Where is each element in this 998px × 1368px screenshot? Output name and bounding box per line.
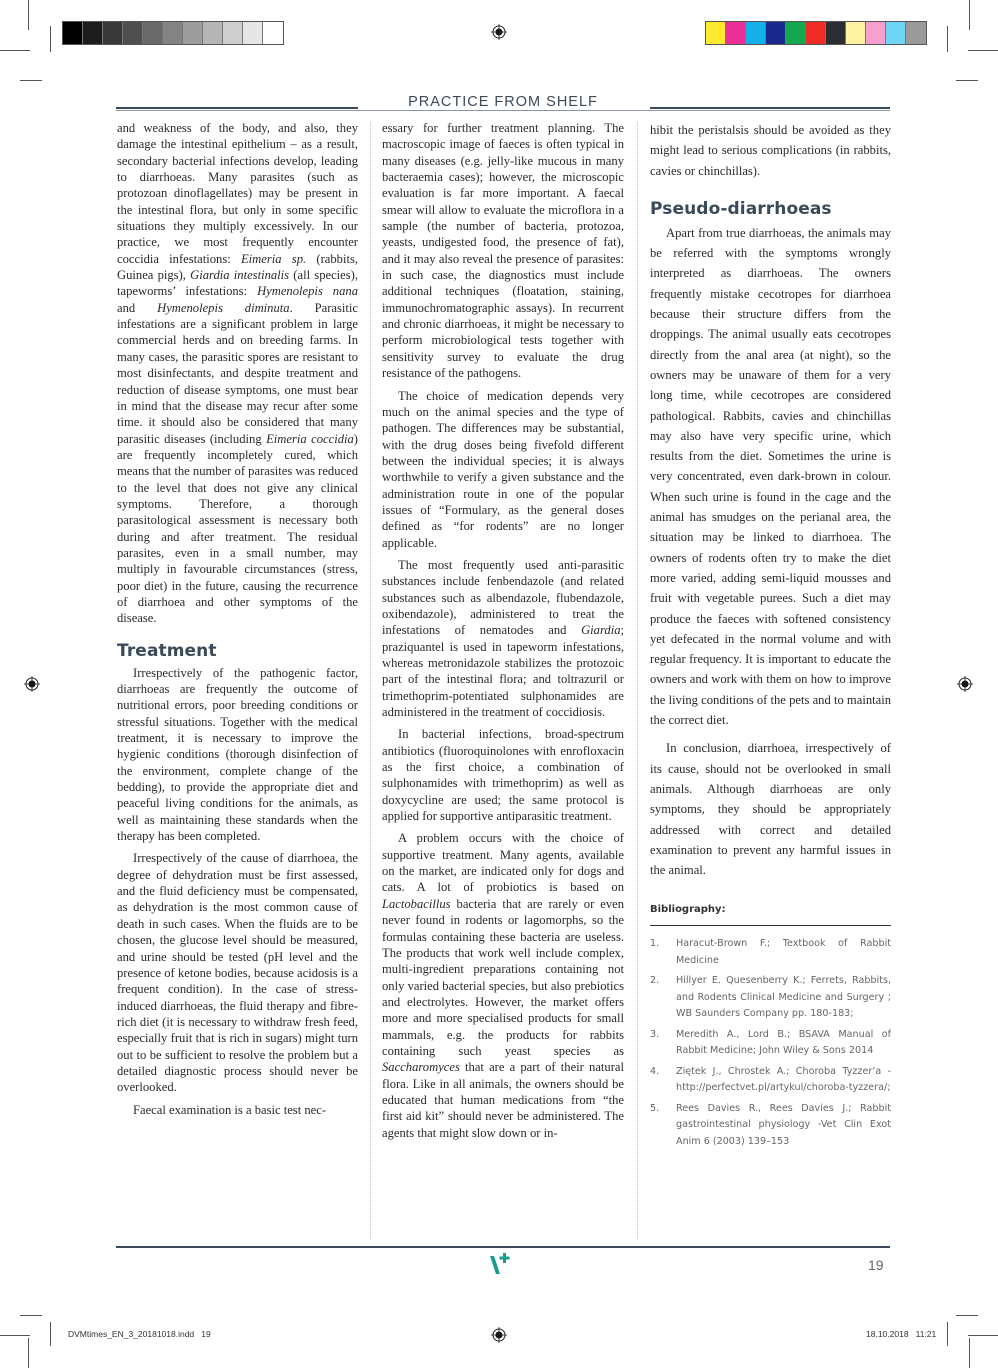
color-swatch xyxy=(123,22,143,44)
crop-mark xyxy=(50,1322,51,1346)
article-column-1 xyxy=(117,120,358,1124)
color-swatch xyxy=(826,22,846,44)
reference-item: 2. Hillyer E. Quesenberry K.; Ferrets, Rabbits, and Rodents Clinical Medicine and Surgery ; WB Saunders Company pp. 180-183; xyxy=(650,975,891,1020)
crop-mark xyxy=(956,80,978,81)
paragraph: A problem occurs with the choice of supportive treatment. Many agents, available on the market, are indicated only for dogs and cats. A lot of probiotics is based on Lactobacillus bacteria that are rarely or even never found in rodents or lagomorphs, so the formulas containing these bacteria are useless. The products that work well include complex, multi-ingredient preparations containing not only varied bacterial species, but also prebiotics and electrolytes. However, the market offers more and more specialised products for small mammals, e.g. the products for rabbits containing such yeast species as Saccharomyces that are a part of their natural flora. Like in all animals, the owners should be educated that human medications from “the first aid kit” should never be administered. The agents that might slow down or in- xyxy=(382,831,624,1140)
paragraph: hibit the peristalsis should be avoided as they might lead to serious complications (in rabbits, cavies or chinchillas). xyxy=(650,123,891,178)
crop-mark xyxy=(956,1315,978,1316)
paragraph: The most frequently used anti-parasitic substances include fenbendazole (and related substances such as albendazole, flubendazole, oxibendazole), administered to treat the infestations of nematodes and Giardia; praziquantel is used in tapeworm infestations, whereas metronidazole stabilizes the protozoic part of the intestinal flora; and toltrazuril or trimethoprim-potentiated sulphonamides are administered in the treatment of coccidiosis. xyxy=(382,557,624,720)
reference-item: 1. Haracut-Brown F.; Textbook of Rabbit Medicine xyxy=(650,938,891,966)
paragraph: and weakness of the body, and also, they damage the intestinal epithelium – as a result, secondary bacterial infections develop, leading to diarrhoeas. Many parasites (such as protozoan dinoflagellates) may be present in the intestinal flora, but only in some specific situations they multiply excessively. In our practice, we most frequently encounter coccidia infestations: Eimeria sp. (rabbits, Guinea pigs), Giardia intestinalis (all species), tapeworms’ infestations: Hymenolepis nana and Hymenolepis diminuta. Parasitic infestations are a significant problem in large commercial herds and on breeding farms. In many cases, the parasitic spores are resistant to most disinfectants, and despite treatment and reduction of disease symptoms, one must bear in mind that the disease may recur after some time. it should also be considered that many parasitic diseases (including Eimeria coccidia) are frequently incompletely cured, which means that the number of parasites was reduced to the level that does not give any clinical symptoms. Therefore, a thorough parasitological assessment is necessary both during and after treatment. The residual parasites, even in a small number, may multiply in favourable circumstances (stress, poor diet) in the future, causing the recurrence of diarrhoea and other symptoms of the disease. xyxy=(117,121,359,626)
registration-mark-icon xyxy=(491,24,507,40)
paragraph: In bacterial infections, broad-spectrum antibiotics (fluoroquinolones with enrofloxacin as the first choice, a combination of sulphonamides with trimethoprim) as well as doxycycline are used; the same protocol is applied for supportive antiparasitic treatment. xyxy=(382,727,624,824)
section-heading-pseudo-diarrhoeas: Pseudo-diarrhoeas xyxy=(650,198,832,219)
article-column-3 xyxy=(650,120,891,1154)
reference-item: 5. Rees Davies R., Rees Davies J.; Rabbit gastrointestinal physiology -Vet Clin Exot Anim 6 (2003) 139–153 xyxy=(650,1102,891,1147)
column-divider xyxy=(637,122,638,1239)
color-swatch xyxy=(746,22,766,44)
paragraph: Irrespectively of the pathogenic factor, diarrhoeas are frequently the outcome of nutritional errors, poor breeding conditions or stressful situations. Together with the medical treatment, it is necessary to improve the hygienic conditions (thorough disinfection of the environment, complete change of the bedding), to provide the appropriate diet and peaceful living conditions for the animals, as well as maintaining these standards when the therapy has been completed. xyxy=(117,665,358,844)
column-divider xyxy=(370,122,371,1239)
color-swatch xyxy=(63,22,83,44)
paragraph: essary for further treatment planning. The macroscopic image of faeces is often typical in many diseases (e.g. jelly-like mucous in many bacteraemia cases); however, the microscopic evaluation is far more important. A faecal smear will allow to evaluate the microflora in a sample (the number of bacteria, protozoa, yeasts, undigested food, the presence of fat), and it may also reveal the presence of parasites: in such case, the diagnostics must include additional techniques (floatation, staining, immunochromatographic assays). In recurrent and chronic diarrhoeas, it might be necessary to perform microbiological tests together with sensitivity survey to evaluate the drug resistance of the pathogens. xyxy=(382,121,624,381)
color-swatch xyxy=(203,22,223,44)
crop-mark xyxy=(28,1338,29,1368)
slug-timestamp: 18.10.2018 11:21 xyxy=(866,1329,937,1339)
color-swatch xyxy=(243,22,263,44)
color-swatch xyxy=(806,22,826,44)
grayscale-color-bar xyxy=(62,21,284,45)
crop-mark xyxy=(20,1315,42,1316)
slug-file-name: DVMtimes_EN_3_20181018.indd 19 xyxy=(68,1329,211,1339)
vet-plus-logo-icon xyxy=(488,1252,512,1276)
article-column-2 xyxy=(382,120,624,1147)
reference-item: 4. Ziętek J., Chrostek A.; Choroba Tyzzer’a - http://perfectvet.pl/artykul/choroba-tyzzera/; xyxy=(650,1064,891,1097)
paragraph: Apart from true diarrhoeas, the animals may be referred with the symptoms wrongly interpreted as diarrhoeas. The owners frequently mistake cecotropes for diarrhoea because their structure differs from the droppings. The animal usually eats cecotropes directly from the anal area (at night), so the owners may be unaware of them for a very long time, while cecotropes are considered pathological. Rabbits, cavies and chinchillas may also have very specific urine, which results from the diet. Sometimes the urine is very concentrated, even dark-brown in colour. When such urine is found in the cage and the animal has smudges on the perianal area, the situation may be linked to diarrhoea. The owners of rodents often try to make the diet more varied, adding semi-liquid mousses and fruit with vegetable purees. Such a diet may produce the faeces with softened consistency yet defecated in the normal volume and with regular frequency. It is important to educate the owners and work with them on how to improve the living conditions of the pets and to maintain the correct diet. xyxy=(650,225,891,728)
registration-mark-icon xyxy=(957,676,973,692)
crop-mark xyxy=(0,1335,30,1336)
bibliography-rule xyxy=(650,925,891,926)
color-swatch xyxy=(143,22,163,44)
color-swatch xyxy=(163,22,183,44)
bibliography-heading: Bibliography: xyxy=(650,904,726,916)
color-swatch xyxy=(786,22,806,44)
bibliography-list xyxy=(650,936,891,1150)
color-swatch xyxy=(846,22,866,44)
color-swatch xyxy=(906,22,926,44)
header-rule xyxy=(116,110,890,111)
page-number: 19 xyxy=(868,1257,884,1273)
color-swatch xyxy=(103,22,123,44)
color-swatch xyxy=(866,22,886,44)
color-swatch xyxy=(263,22,283,44)
reference-item: 3. Meredith A., Lord B.; BSAVA Manual of Rabbit Medicine; John Wiley & Sons 2014 xyxy=(650,1028,891,1057)
paragraph: In conclusion, diarrhoea, irrespectively of its cause, should not be overlooked in small animals. Although diarrhoeas are only symptoms, they should be appropriately addressed with correct and detailed examination to prevent any harmful issues in the animal. xyxy=(650,741,891,878)
paragraph: Faecal examination is a basic test nec- xyxy=(133,1102,327,1117)
crop-mark xyxy=(968,50,998,51)
crop-mark xyxy=(968,1335,998,1336)
color-swatch xyxy=(706,22,726,44)
color-swatch xyxy=(83,22,103,44)
crop-mark xyxy=(969,0,970,30)
registration-mark-icon xyxy=(491,1327,507,1343)
color-swatch xyxy=(766,22,786,44)
crop-mark xyxy=(969,1338,970,1368)
reference-link[interactable]: Ziętek J., Chrostek A.; Choroba Tyzzer’a - http://perfectvet.pl/artykul/choroba-tyzzera/; xyxy=(676,1065,891,1094)
crop-mark xyxy=(947,1322,948,1346)
color-swatch xyxy=(886,22,906,44)
crop-mark xyxy=(0,50,30,51)
registration-mark-icon xyxy=(24,676,40,692)
footer-rule xyxy=(116,1246,890,1248)
crop-mark xyxy=(947,26,948,52)
paragraph: The choice of medication depends very much on the animal species and the type of pathogen. The differences may be substantial, with the drug doses being fivefold different between the individual species; it is always worthwhile to verify a given substance and the administration route in one of the popular issues of “Formulary, as the general doses defined as “for rodents” are no longer applicable. xyxy=(382,388,624,550)
section-title: PRACTICE FROM SHELF xyxy=(408,94,598,110)
crop-mark xyxy=(20,80,42,81)
section-heading-treatment: Treatment xyxy=(117,640,217,661)
color-swatch xyxy=(223,22,243,44)
color-swatch xyxy=(183,22,203,44)
process-color-bar xyxy=(705,21,927,45)
crop-mark xyxy=(28,0,29,30)
crop-mark xyxy=(50,26,51,52)
color-swatch xyxy=(726,22,746,44)
paragraph: Irrespectively of the cause of diarrhoea, the degree of dehydration must be first assessed, and the fluid deficiency must be compensated, as dehydration is the most common cause of death in such cases. When the fluids are to be chosen, the glucose level should be measured, and urine should be tested (pH level and the presence of ketone bodies, because acidosis is a frequent condition). In the case of stress-induced diarrhoeas, the fluid therapy and fibre-rich diet (it is necessary to withdraw fresh feed, especially fruit that is rich in sugars) might turn out to be sufficient to resolve the problem but a detailed diagnostic process should never be overlooked. xyxy=(117,851,358,1095)
running-head xyxy=(116,94,890,116)
